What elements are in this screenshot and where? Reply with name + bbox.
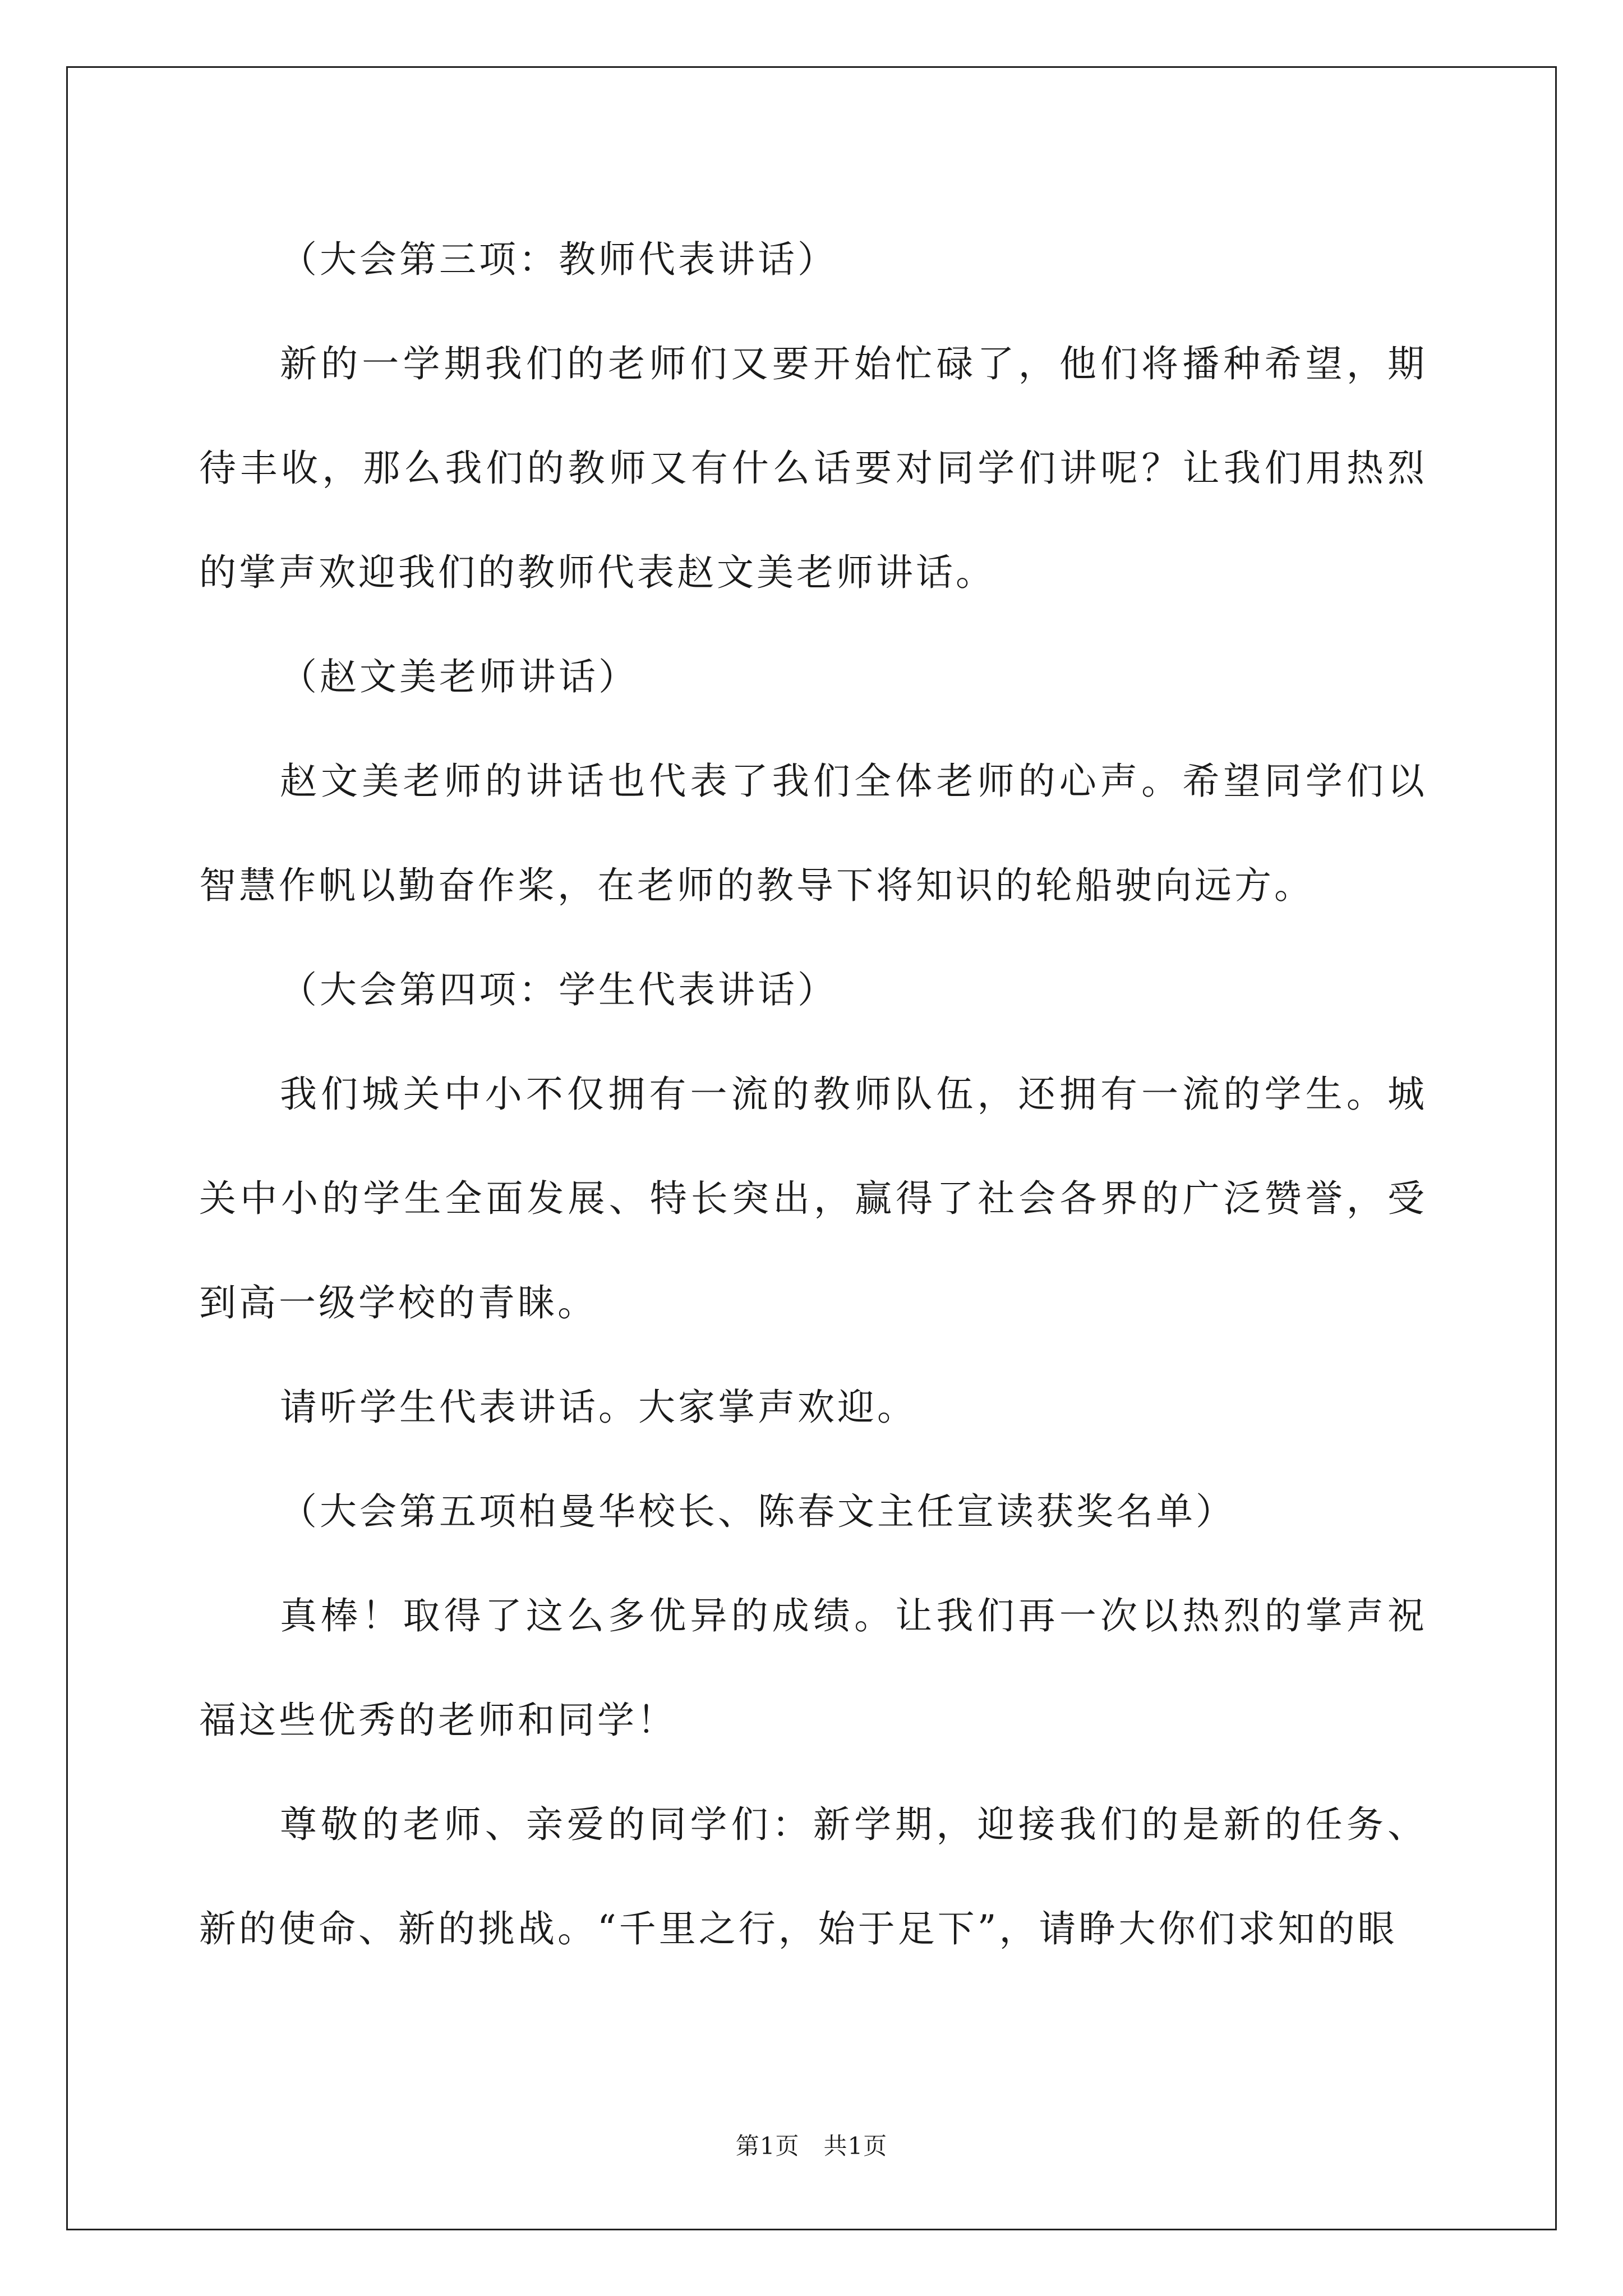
paragraph-agenda-item-3: （大会第三项：教师代表讲话） (280, 238, 837, 281)
document-body (199, 208, 1427, 1981)
paragraph-teacher-summary: 赵文美老师的讲话也代表了我们全体老师的心声。希望同学们以智慧作帆以勤奋作桨，在老师的教导下将知识的轮船驶向远方。 (199, 760, 1427, 907)
paragraph-closing: 尊敬的老师、亲爱的同学们：新学期，迎接我们的是新的任务、新的使命、新的挑战。“千里之行，始于足下”，请睁大你们求知的眼 (199, 1803, 1427, 1950)
paragraph-student-welcome: 请听学生代表讲话。大家掌声欢迎。 (280, 1386, 917, 1429)
paragraph-teacher-intro: 新的一学期我们的老师们又要开始忙碌了，他们将播种希望，期待丰收，那么我们的教师又有什么话要对同学们讲呢？让我们用热烈的掌声欢迎我们的教师代表赵文美老师讲话。 (199, 342, 1427, 594)
paragraph-agenda-item-4: （大会第四项：学生代表讲话） (280, 968, 837, 1011)
paragraph-awards-praise: 真棒！取得了这么多优异的成绩。让我们再一次以热烈的掌声祝福这些优秀的老师和同学！ (199, 1594, 1427, 1742)
paragraph-student-intro: 我们城关中小不仅拥有一流的教师队伍，还拥有一流的学生。城关中小的学生全面发展、特长突出，赢得了社会各界的广泛赞誉，受到高一级学校的青睐。 (199, 1073, 1427, 1324)
paragraph-teacher-speech: （赵文美老师讲话） (280, 655, 638, 698)
page-number-footer: 第1页 共1页 (735, 2132, 888, 2160)
paragraph-agenda-item-5: （大会第五项柏曼华校长、陈春文主任宣读获奖名单） (280, 1490, 1235, 1533)
